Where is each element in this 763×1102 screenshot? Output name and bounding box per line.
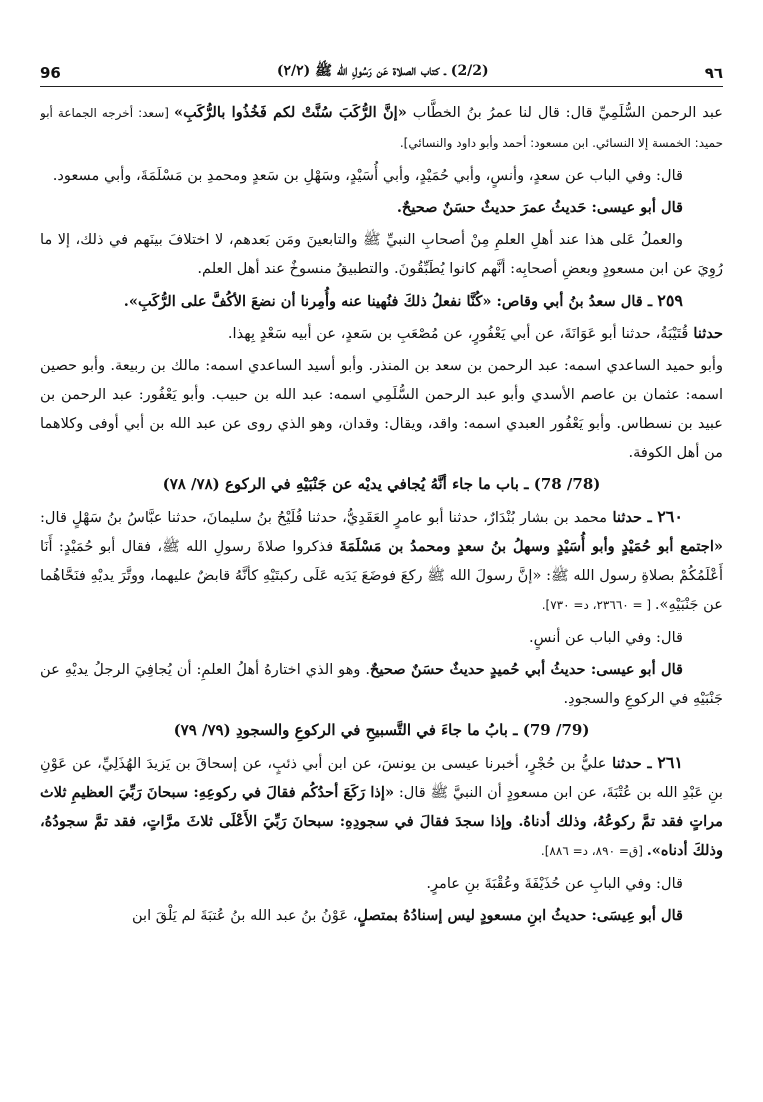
paragraph: عبد الرحمن السُّلَمِيِّ قال: قال لنا عمرُ بنُ الخطَّاب «إنَّ الرُّكَبَ سُنَّتْ لكم فَخُذُوا بالرُّكَبِ» [سعد: أخرجه الجماعة أبو حميد: الخمسة إلا النسائي. ابن مسعود: أحمد وأبو داود والنسائي]. (40, 104, 723, 150)
page-header (40, 58, 723, 87)
paragraph: والعملُ عَلى هذا عند أهلِ العلمِ مِنْ أصحابِ النبيِّ ﷺ والتابعينَ ومَن بَعدهم، لا اختلافَ بينَهم في ذلك، إلا ما رُوِيَ عن ابن مسعودٍ وبعضِ أصحابِه: أنَّهم كانوا يُطَبِّقُونَ. والتطبيقُ منسوخٌ عند أهل العلم. (40, 231, 723, 277)
hadith-260: ٢٦٠ ـ حدثنا محمد بن بشار بُنْدَارٌ، حدثنا أبو عامرٍ العَقَدِيُّ، حدثنا فُلَيْحُ بنُ سليمانَ، حدثنا عبَّاسُ بنُ سَهْلٍ قال: «اجتمع أبو حُمَيْدٍ وأبو أُسَيْدٍ وسهلُ بنُ سعدٍ ومحمدُ بن مَسْلَمَةَ فذكروا صلاةَ رسولِ الله ﷺ، فقال أبو حُمَيْدٍ: أَنَا أَعْلَمُكُمْ بصلاةِ رسول الله ﷺ: «إنَّ رسولَ الله ﷺ ركعَ فوضَعَ يَدَيه عَلَى ركبتَيْهِ كأنَّهُ قابضٌ عليهما، ووتَّرَ يديْهِ فنَحَّاهُما عن جَنْبَيْهِ». [ = ٢٣٦٦٠، د= ٧٣٠]. (40, 507, 723, 613)
paragraph: قال: وفي الباب عن سعدٍ، وأنسٍ، وأبي حُمَيْدٍ، وأبي أُسَيْدٍ، وسَهْلِ بن سَعدٍ ومحمدِ بن مَسْلَمَةَ، وأبي مسعود. (52, 167, 683, 184)
running-title: (2/2) ـ كتاب الصلاة عَن رَسُولِ الله ﷺ (٢/٢) (276, 63, 489, 79)
paragraph: قال أبو عيسى: حَديثُ عمرَ حديثٌ حسَنٌ صحيحٌ. (396, 199, 683, 216)
paragraph: قال: وفي الباب عن أنسٍ. (529, 629, 683, 646)
chapter-heading: (78/ 78) ـ باب ما جاء أنَّهُ يُجافي يديْه عن جَنْبَيْهِ في الركوع (٧٨/ ٧٨) (162, 475, 601, 493)
hadith-259: ٢٥٩ ـ قال سعدُ بنُ أبي وقاص: «كُنَّا نفعلُ ذلكَ فنُهينا عنه وأُمِرنا أن نضعَ الأكُفَّ على الرُّكَبِ». (123, 291, 683, 310)
paragraph: قال: وفي البابِ عن حُذَيْفَةَ وعُقْبَةَ بنِ عامرٍ. (426, 875, 683, 892)
paragraph: حدثنا قُتَيْبَةُ، حدثنا أبو عَوَانَةَ، عن أبي يَعْفُورٍ، عن مُصْعَبِ بن سَعدٍ، عن أبيه سَعْدٍ بِهذا. (227, 325, 723, 342)
page-body (40, 98, 723, 1078)
paragraph: وأبو حميد الساعدي اسمه: عبد الرحمن بن سعد بن المنذر. وأبو أسيد الساعدي اسمه: مالك بن ربيعة. وأبو حصين اسمه: عثمان بن عاصم الأسدي وأبو عبد الرحمن السُّلَمِي اسمه: عبد الله بن حبيب. وأبو يَعْفُور: عبد الرحمن بن عبيد بن نسطاس. وأبو يَعْفُور العبدي اسمه: واقد، ويقال: وقدان، وهو الذي روى عن عبد الله بن أبي أوفى وكلاهما من أهل الكوفة. (40, 357, 723, 461)
paragraph: قال أبو عيسى: حديثُ أبي حُميدٍ حديثٌ حسَنٌ صحيحٌ. وهو الذي اختارهُ أهلُ العلمِ: أن يُجافِيَ الرجلُ يديْهِ عن جَنْبَيْهِ في الركوعِ والسجودِ. (40, 661, 723, 707)
paragraph: قال أبو عِيسَى: حديثُ ابنِ مسعودٍ ليس إسنادُهُ بمتصلٍ، عَوْنُ بنُ عبد الله بنُ عُتبَةَ لم يَلْقَ ابن (131, 907, 683, 924)
page-number-latin: 96 (40, 64, 61, 82)
hadith-261: ٢٦١ ـ حدثنا عليُّ بن حُجْرٍ، أخبرنا عيسى بن يونسَ، عن ابن أبي ذئبٍ، عن إسحاقَ بن يَزيدَ الهُذَلِيِّ، عن عَوْنِ بنِ عَبْدِ الله بن عُتْبَةَ، عن ابن مسعودٍ أن النبيَّ ﷺ قال: «إذا رَكَعَ أحدُكُم فقالَ في ركوعِهِ: سبحانَ رَبِّيَ العظيمِ ثلاث مراتٍ فقد تمَّ ركوعُهُ، وذلك أدناهُ. وإذا سجدَ فقالَ في سجودِهِ: سبحانَ رَبِّيَ الأَعْلَى ثلاثَ مرَّاتٍ، فقد تمَّ سجودُهُ، وذلكَ أدناه». [ق= ٨٩٠، د= ٨٨٦]. (40, 753, 723, 859)
page-number-arabic: ٩٦ (704, 64, 723, 82)
chapter-heading: (79/ 79) ـ بابُ ما جاءَ في التَّسبيحِ في الركوعِ والسجودِ (٧٩/ ٧٩) (173, 721, 590, 739)
